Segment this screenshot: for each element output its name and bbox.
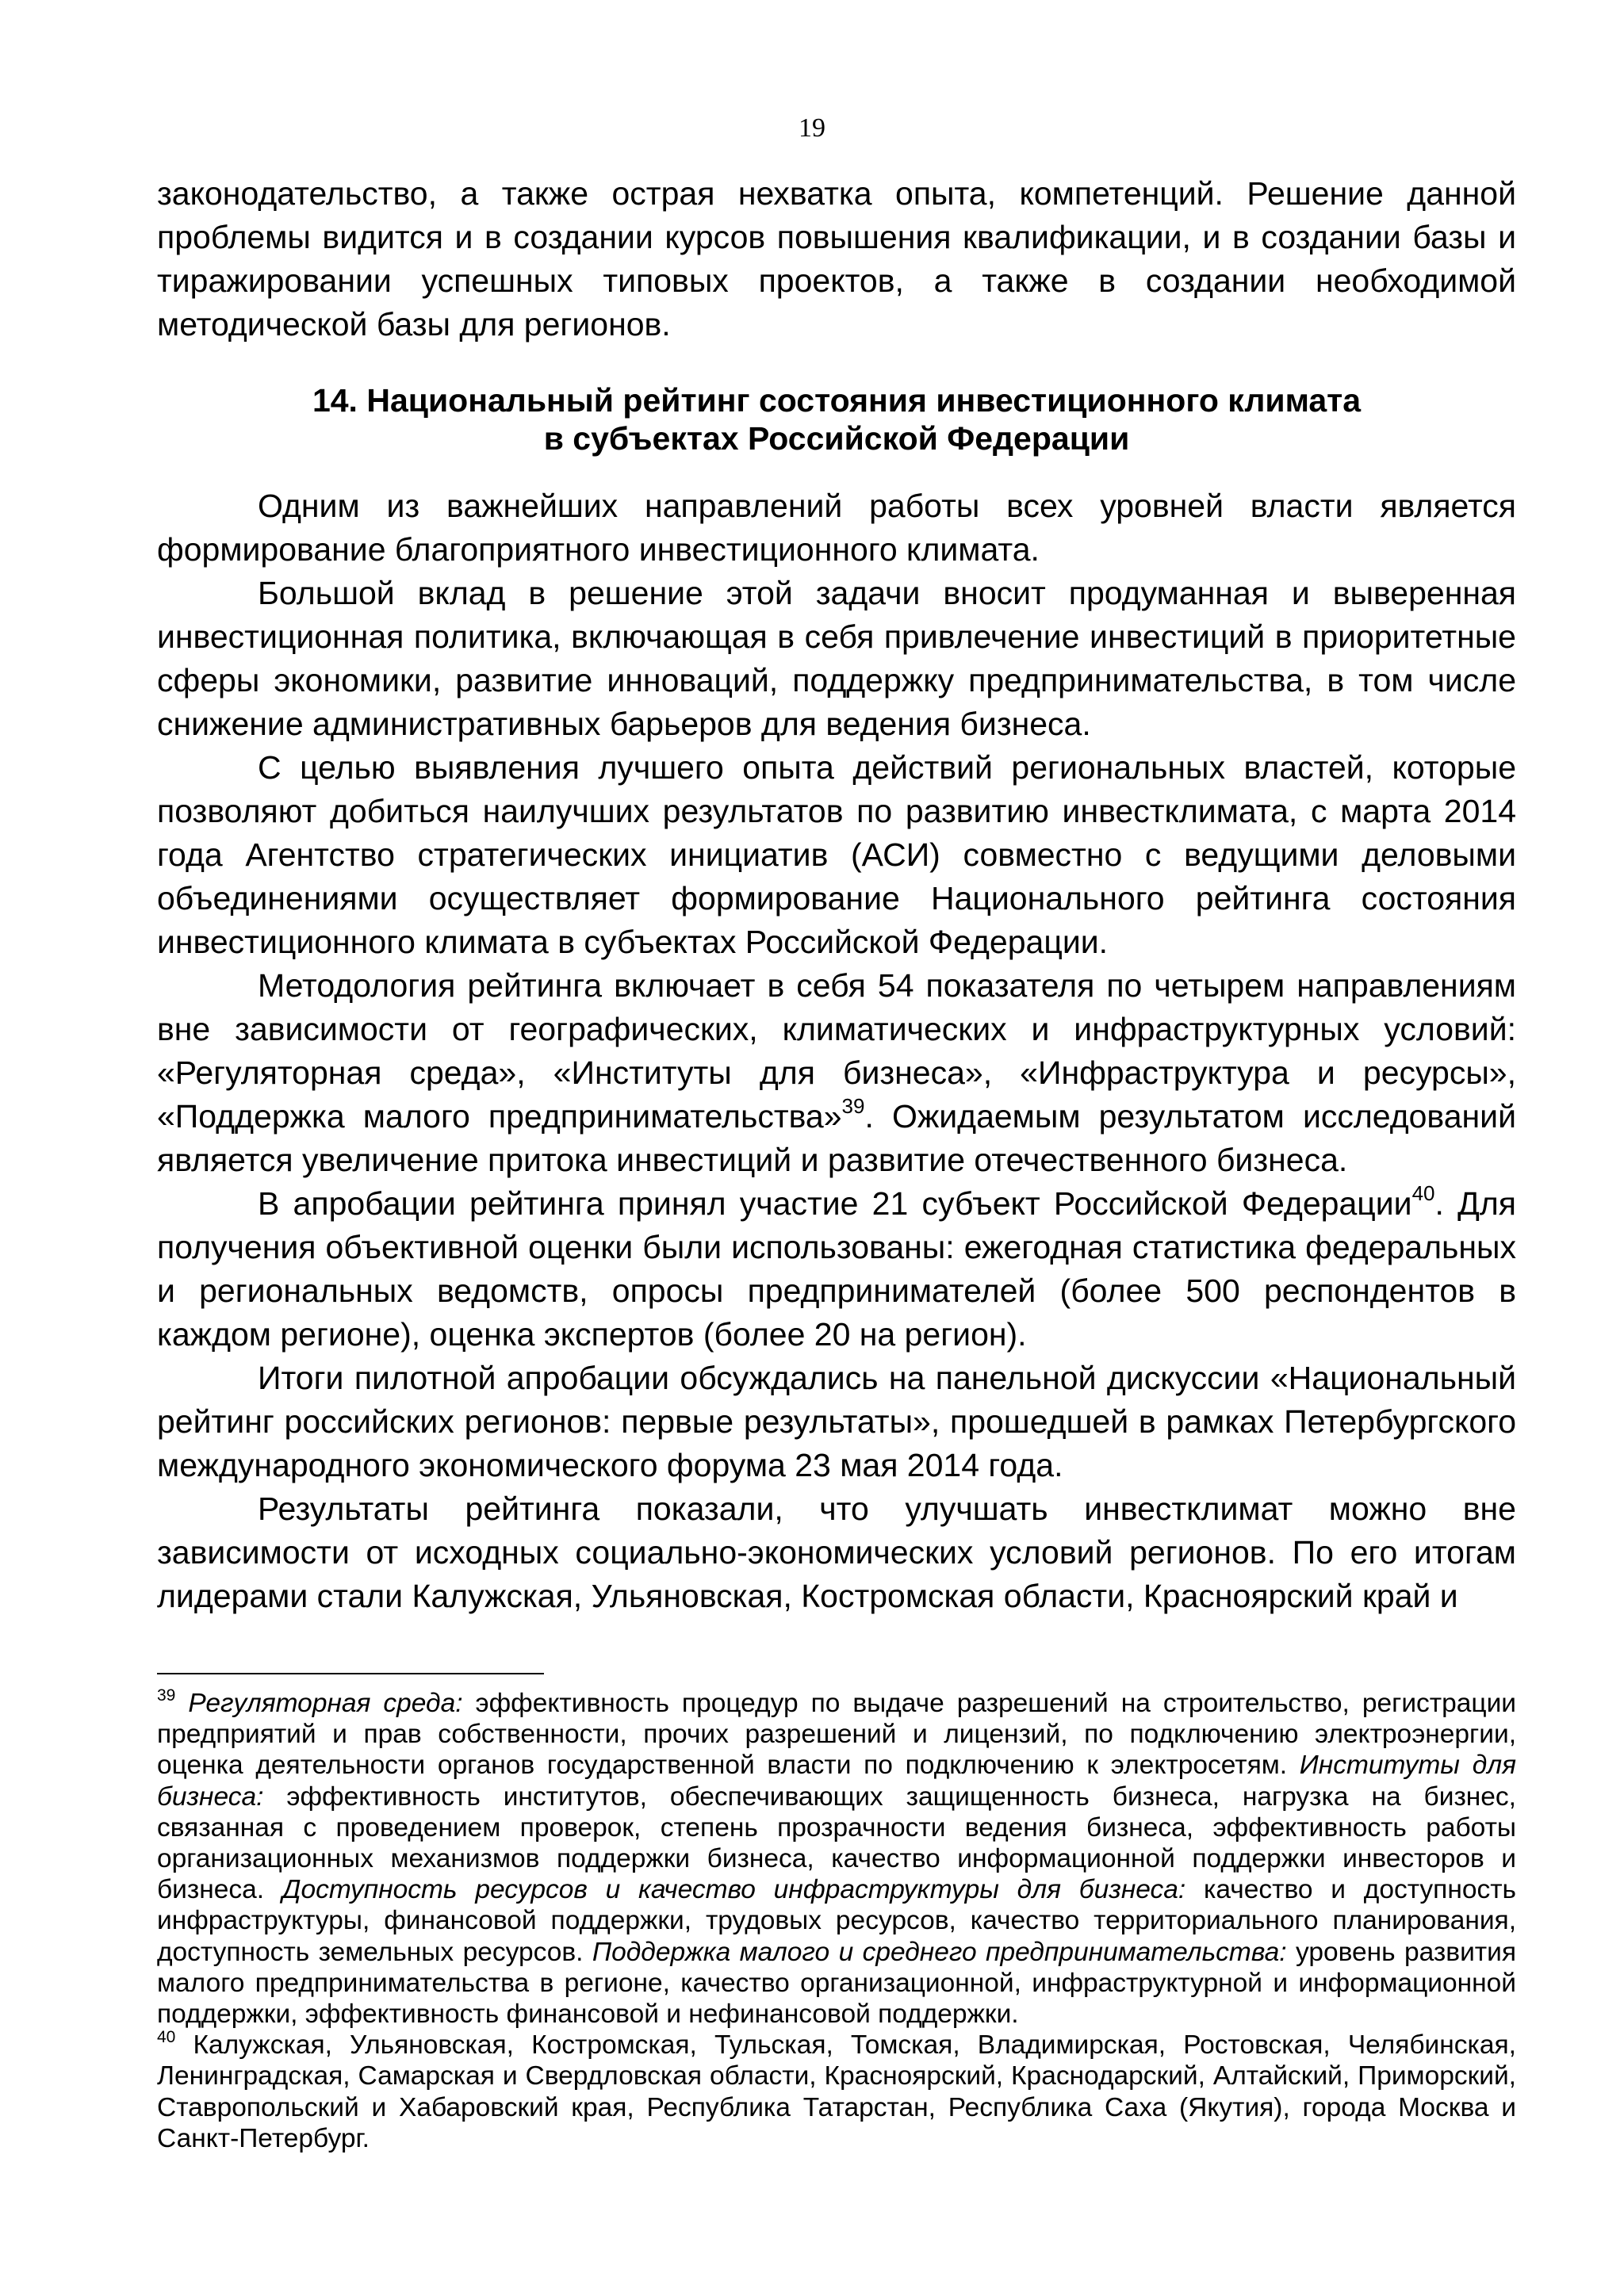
footnote-separator [157,1673,544,1674]
footnote-39-text-4: уровень развития малого предпринимательства в регионе, качество организационной, инфраструктурной и информационной поддержки, эффективность финансовой и нефинансовой поддержки. [157,1937,1516,2030]
footnote-39-term-1: Регуляторная среда: [188,1689,463,1718]
paragraph-1: Одним из важнейших направлений работы всех уровней власти является формирование благоприятного инвестиционного климата. [157,488,1516,568]
footnote-39-term-3: Доступность ресурсов и качество инфраструктуры для бизнеса: [282,1875,1186,1905]
paragraph-7: Результаты рейтинга показали, что улучшать инвестклимат можно вне зависимости от исходных социально-экономических условий регионов. По его итогам лидерами стали Калужская, Ульяновская, Костромская области, Красноярский край и [157,1490,1516,1614]
footnote-ref-39[interactable]: 39 [841,1094,865,1118]
footnote-ref-40[interactable]: 40 [1411,1181,1435,1205]
page-number: 19 [799,113,825,143]
footnote-39-text-1: эффективность процедур по выдаче разрешений на строительство, регистрации предприятий и прав собственности, прочих разрешений и лицензий, по подключению электроэнергии, оценка деятельности органов государственной власти по подключению к электросетям. [157,1689,1517,1781]
footnote-39 [157,1688,1516,2030]
paragraph-continuation: законодательство, а также острая нехватка опыта, компетенций. Решение данной проблемы видится и в создании курсов повышения квалификации, и в создании базы и тиражировании успешных типовых проектов, а также в создании необходимой методической базы для регионов. [157,175,1516,342]
footnote-number-40: 40 [157,2028,176,2047]
paragraph-6: Итоги пилотной апробации обсуждались на панельной дискуссии «Национальный рейтинг российских регионов: первые результаты», прошедшей в рамках Петербургского международного экономического форума 23 мая 2014 года. [157,1360,1516,1483]
paragraph-2: Большой вклад в решение этой задачи вносит продуманная и выверенная инвестиционная политика, включающая в себя привлечение инвестиций в приоритетные сферы экономики, развитие инноваций, поддержку предпринимательства, в том числе снижение административных барьеров для ведения бизнеса. [157,575,1516,742]
paragraph-4-text-a: Методология рейтинга включает в себя 54 показателя по четырем направлениям вне зависимости от географических, климатических и инфраструктурных условий: «Регуляторная среда», «Институты для бизнеса», «Инфраструктура и ресурсы», «Поддержка малого предпринимательства» [157,967,1516,1135]
paragraph-4 [157,964,1516,1182]
footnote-39-term-4: Поддержка малого и среднего предпринимательства: [592,1937,1287,1967]
paragraph-3: С целью выявления лучшего опыта действий региональных властей, которые позволяют добиться наилучших результатов по развитию инвестклимата, с марта 2014 года Агентство стратегических инициатив (АСИ) совместно с ведущими деловыми объединениями осуществляет формирование Национального рейтинга состояния инвестиционного климата в субъектах Российской Федерации. [157,749,1516,960]
paragraph-5 [157,1182,1516,1357]
footnote-39-term-2: Институты для бизнеса: [157,1751,1517,1812]
footnote-40 [157,2030,1516,2154]
section-heading-line-1: 14. Национальный рейтинг состояния инвестиционного климата [312,382,1362,419]
body-text [157,172,1516,1618]
footnote-40-text: Калужская, Ульяновская, Костромская, Тульская, Томская, Владимирская, Ростовская, Челябинская, Ленинградская, Самарская и Свердловская области, Красноярский, Краснодарский, Алтайский, Приморский, Ставропольский и Хабаровский края, Республика Татарстан, Республика Саха (Якутия), города Москва и Санкт-Петербург. [157,2030,1516,2153]
footnotes [157,1688,1516,2154]
footnote-39-text-2: эффективность институтов, обеспечивающих защищенность бизнеса, нагрузка на бизнес, связанная с проведением проверок, степень прозрачности ведения бизнеса, эффективность работы организационных механизмов поддержки бизнеса, качество информационной поддержки инвесторов и бизнеса. [157,1781,1516,1905]
footnote-39-text-3: качество и доступность инфраструктуры, финансовой поддержки, трудовых ресурсов, качество территориального планирования, доступность земельных ресурсов. [157,1875,1516,1967]
paragraph-4-text-b: . Ожидаемым результатом исследований является увеличение притока инвестиций и развитие отечественного бизнеса. [157,1098,1516,1178]
paragraph-5-text-a: В апробации рейтинга принял участие 21 субъект Российской Федерации [258,1185,1412,1222]
footnote-number-39: 39 [157,1686,176,1705]
section-heading-line-2: в субъектах Российской Федерации [543,420,1130,457]
paragraph-5-text-b: . Для получения объективной оценки были использованы: ежегодная статистика федеральных и региональных ведомств, опросы предпринимателей (более 500 респондентов в каждом регионе), оценка экспертов (более 20 на регион). [157,1185,1516,1353]
section-heading [157,381,1516,457]
